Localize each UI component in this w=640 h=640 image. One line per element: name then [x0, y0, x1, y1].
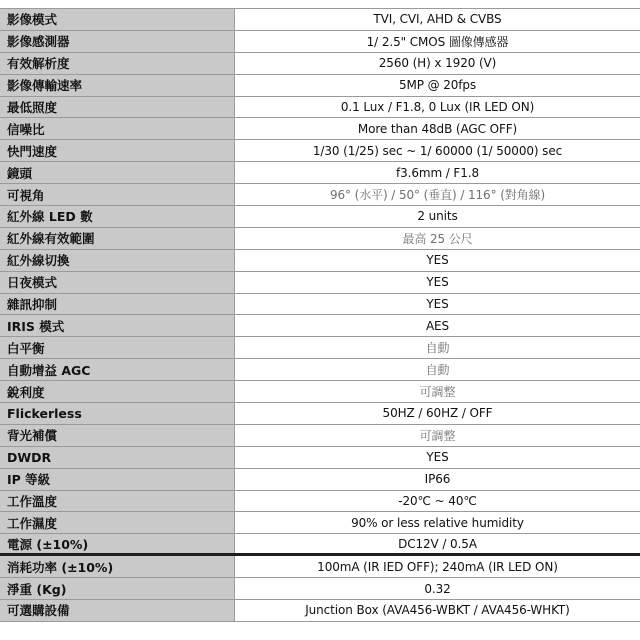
spec-row-operating-temp	[0, 491, 640, 513]
spec-label: 銳利度	[0, 381, 235, 402]
spec-label: 影像感測器	[0, 31, 235, 52]
spec-value: 0.1 Lux / F1.8, 0 Lux (IR LED ON)	[235, 97, 640, 118]
spec-label: DWDR	[0, 447, 235, 468]
spec-row-noise-reduction	[0, 294, 640, 316]
spec-label: 雜訊抑制	[0, 294, 235, 315]
spec-label: 信噪比	[0, 118, 235, 139]
spec-value: YES	[235, 272, 640, 293]
spec-label: IP 等級	[0, 469, 235, 490]
spec-value: AES	[235, 315, 640, 336]
spec-label: 紅外線有效範圍	[0, 228, 235, 249]
spec-value: 1/ 2.5" CMOS 圖像傳感器	[235, 31, 640, 52]
spec-row-flickerless	[0, 403, 640, 425]
spec-value: 100mA (IR IED OFF); 240mA (IR LED ON)	[235, 556, 640, 577]
spec-label: 最低照度	[0, 97, 235, 118]
spec-row-white-balance	[0, 337, 640, 359]
spec-row-iris	[0, 315, 640, 337]
spec-value: YES	[235, 447, 640, 468]
spec-label: 有效解析度	[0, 53, 235, 74]
spec-value: 1/30 (1/25) sec ~ 1/ 60000 (1/ 50000) sec	[235, 140, 640, 161]
spec-value: 96° (水平) / 50° (垂直) / 116° (對角線)	[235, 184, 640, 205]
spec-label: Flickerless	[0, 403, 235, 424]
spec-value: IP66	[235, 469, 640, 490]
spec-label: 白平衡	[0, 337, 235, 358]
spec-value: TVI, CVI, AHD & CVBS	[235, 9, 640, 30]
spec-value: 90% or less relative humidity	[235, 512, 640, 533]
spec-table	[0, 8, 640, 622]
spec-value: 2 units	[235, 206, 640, 227]
spec-label: 日夜模式	[0, 272, 235, 293]
spec-label: 可選購設備	[0, 600, 235, 621]
spec-row-sharpness	[0, 381, 640, 403]
spec-value: Junction Box (AVA456-WBKT / AVA456-WHKT)	[235, 600, 640, 621]
spec-row-power	[0, 534, 640, 556]
spec-row-agc	[0, 359, 640, 381]
spec-value: 自動	[235, 337, 640, 358]
spec-row-operating-humidity	[0, 512, 640, 534]
spec-value: 5MP @ 20fps	[235, 75, 640, 96]
spec-value: -20℃ ~ 40℃	[235, 491, 640, 512]
spec-row-resolution	[0, 53, 640, 75]
spec-label: 鏡頭	[0, 162, 235, 183]
spec-value: 可調整	[235, 425, 640, 446]
spec-row-accessories	[0, 600, 640, 622]
spec-row-backlight	[0, 425, 640, 447]
spec-label: 紅外線切換	[0, 250, 235, 271]
spec-value: 50HZ / 60HZ / OFF	[235, 403, 640, 424]
spec-row-ir-range	[0, 228, 640, 250]
spec-row-view-angle	[0, 184, 640, 206]
spec-row-day-night	[0, 272, 640, 294]
spec-value: More than 48dB (AGC OFF)	[235, 118, 640, 139]
spec-row-dwdr	[0, 447, 640, 469]
spec-label: 可視角	[0, 184, 235, 205]
spec-label: 快門速度	[0, 140, 235, 161]
spec-row-ir-cut	[0, 250, 640, 272]
spec-row-net-weight	[0, 578, 640, 600]
spec-row-image-sensor	[0, 31, 640, 53]
spec-value: 0.32	[235, 578, 640, 599]
spec-row-frame-rate	[0, 75, 640, 97]
spec-row-video-mode	[0, 9, 640, 31]
spec-label: 淨重 (Kg)	[0, 578, 235, 599]
spec-label: 電源 (±10%)	[0, 534, 235, 553]
spec-value: 最高 25 公尺	[235, 228, 640, 249]
spec-label: 影像模式	[0, 9, 235, 30]
spec-label: IRIS 模式	[0, 315, 235, 336]
spec-label: 工作濕度	[0, 512, 235, 533]
spec-label: 紅外線 LED 數	[0, 206, 235, 227]
spec-value: YES	[235, 250, 640, 271]
spec-label: 消耗功率 (±10%)	[0, 556, 235, 577]
spec-label: 背光補償	[0, 425, 235, 446]
spec-label: 自動增益 AGC	[0, 359, 235, 380]
spec-value: YES	[235, 294, 640, 315]
spec-label: 影像傳輸速率	[0, 75, 235, 96]
spec-label: 工作溫度	[0, 491, 235, 512]
spec-row-min-illumination	[0, 97, 640, 119]
spec-row-snr	[0, 118, 640, 140]
spec-value: f3.6mm / F1.8	[235, 162, 640, 183]
spec-value: DC12V / 0.5A	[235, 534, 640, 553]
spec-value: 自動	[235, 359, 640, 380]
spec-row-power-consumption	[0, 556, 640, 578]
spec-value: 2560 (H) x 1920 (V)	[235, 53, 640, 74]
spec-row-shutter	[0, 140, 640, 162]
spec-row-lens	[0, 162, 640, 184]
spec-row-ir-led-count	[0, 206, 640, 228]
spec-row-ip-rating	[0, 469, 640, 491]
spec-value: 可調整	[235, 381, 640, 402]
